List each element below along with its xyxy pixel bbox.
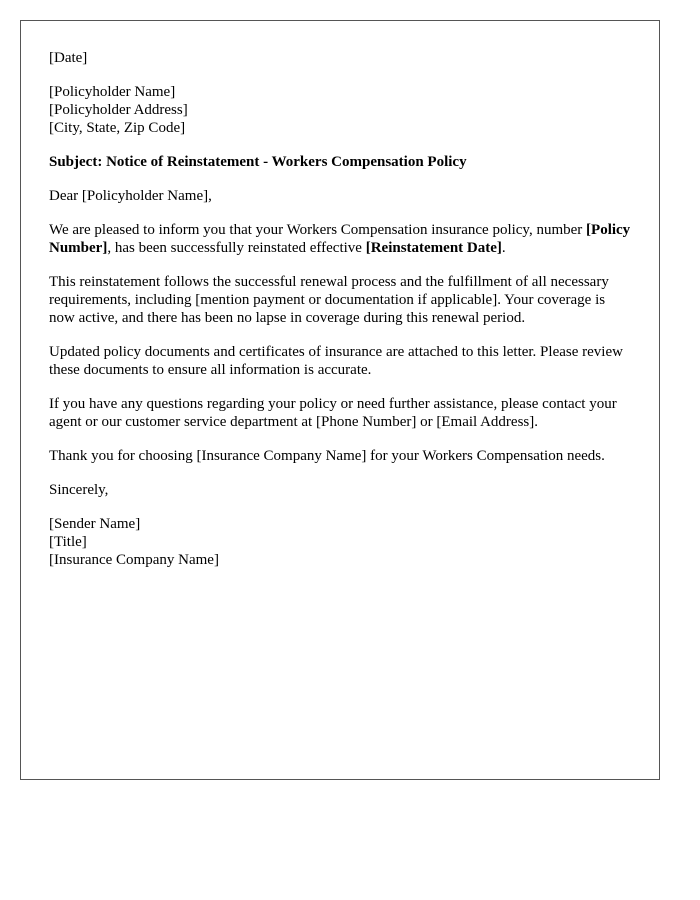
letter-page: [20, 20, 660, 780]
paragraph-contact-info: If you have any questions regarding your policy or need further assistance, please contact your agent or our customer service department at [Phone Number] or [Email Address].: [49, 396, 617, 430]
recipient-city-state-zip: [City, State, Zip Code]: [49, 120, 186, 136]
salutation: Dear [Policyholder Name],: [49, 188, 212, 204]
paragraph1-text-b: , has been successfully reinstated effective: [107, 240, 366, 256]
sender-name: [Sender Name]: [49, 516, 141, 532]
date-line: [49, 49, 631, 67]
paragraph-renewal-process: This reinstatement follows the successful renewal process and the fulfillment of all necessary requirements, including [mention payment or documentation if applicable]. Your coverage is now active, and there has been no lapse in coverage during this renewal period.: [49, 274, 609, 326]
subject-line: Subject: Notice of Reinstatement - Workers Compensation Policy: [49, 154, 467, 170]
paragraph-thank-you: Thank you for choosing [Insurance Company Name] for your Workers Compensation needs.: [49, 448, 605, 464]
paragraph1-text-c: .: [501, 240, 506, 256]
recipient-name: [Policyholder Name]: [49, 84, 176, 100]
recipient-address-block: [49, 83, 631, 137]
signature-block: [49, 515, 631, 569]
sender-company: [Insurance Company Name]: [49, 552, 219, 568]
reinstatement-date: [Reinstatement Date]: [365, 240, 502, 256]
policy-number: [Policy Number]: [49, 222, 631, 256]
paragraph-policy-reinstated: [49, 221, 631, 257]
closing: Sincerely,: [49, 482, 109, 498]
recipient-address: [Policyholder Address]: [49, 102, 188, 118]
paragraph1-text-a: We are pleased to inform you that your Workers Compensation insurance policy, number: [49, 222, 587, 238]
date: [Date]: [49, 50, 88, 66]
paragraph-documents-attached: Updated policy documents and certificates of insurance are attached to this letter. Please review these documents to ensure all information is accurate.: [49, 344, 623, 378]
sender-title: [Title]: [49, 534, 87, 550]
